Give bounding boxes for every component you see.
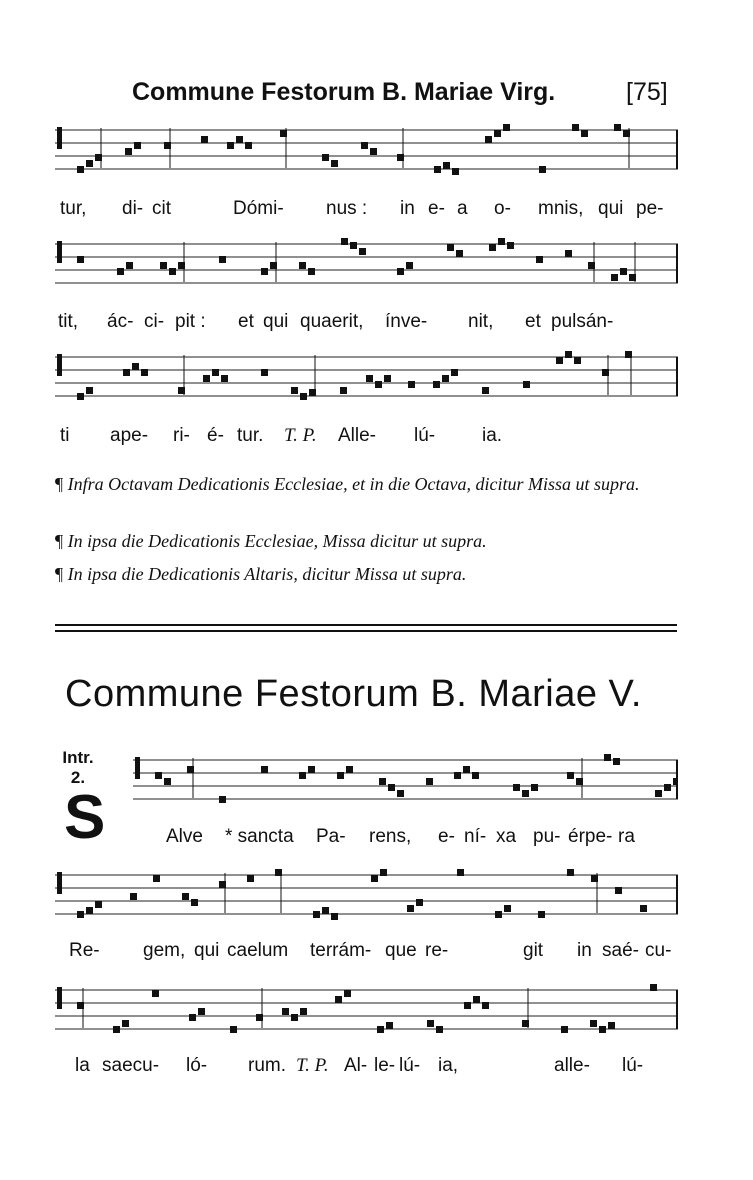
lyric-syllable: rens,	[369, 826, 412, 847]
lyric-syllable: nit,	[468, 311, 494, 332]
lyric-syllable: e-	[438, 826, 455, 847]
neume	[125, 148, 132, 155]
neume	[346, 766, 353, 773]
pilcrow-icon: ¶	[55, 531, 64, 551]
neume	[322, 907, 329, 914]
lyric-syllable: qui	[194, 940, 220, 961]
neume	[155, 772, 162, 779]
staff-graphic	[133, 748, 678, 820]
lyric-syllable: pulsán-	[551, 311, 614, 332]
chant-staff	[133, 748, 678, 820]
neume	[132, 363, 139, 370]
neume	[504, 905, 511, 912]
neume	[313, 911, 320, 918]
neume	[331, 913, 338, 920]
page-number: [75]	[626, 78, 668, 106]
neume	[611, 274, 618, 281]
lyric-syllable: nus :	[326, 198, 368, 219]
neume	[416, 899, 423, 906]
neume	[117, 268, 124, 275]
neume	[561, 1026, 568, 1033]
lyric-syllable: re-	[425, 940, 449, 961]
neume	[531, 784, 538, 791]
clef-mark	[57, 987, 62, 1009]
neume	[673, 778, 678, 785]
lyric-syllable: Al-	[344, 1055, 368, 1076]
neume	[371, 875, 378, 882]
neume	[538, 911, 545, 918]
neume	[379, 778, 386, 785]
lyric-syllable: ia.	[482, 425, 503, 446]
lyric-syllable: quaerit,	[300, 311, 364, 332]
lyric-syllable: caelum	[227, 940, 289, 961]
neume	[261, 268, 268, 275]
neume	[397, 268, 404, 275]
lyric-syllable: ti	[60, 425, 70, 446]
neume	[141, 369, 148, 376]
neume	[443, 162, 450, 169]
section-divider	[55, 624, 677, 626]
neume	[523, 381, 530, 388]
neume	[299, 262, 306, 269]
lyric-syllable: ci-	[144, 311, 165, 332]
lyrics-line	[55, 826, 678, 852]
neume	[201, 136, 208, 143]
lyrics-line	[55, 1055, 678, 1081]
neume	[77, 166, 84, 173]
neume	[565, 250, 572, 257]
lyric-syllable: Re-	[69, 940, 100, 961]
neume	[245, 142, 252, 149]
neume	[230, 1026, 237, 1033]
staff-graphic	[55, 345, 678, 417]
neume	[152, 990, 159, 997]
lyric-syllable: o-	[494, 198, 511, 219]
neume	[614, 124, 621, 131]
neume	[513, 784, 520, 791]
introit-mode: 2.	[70, 768, 86, 787]
clef-mark	[57, 354, 62, 376]
chant-staff	[55, 232, 678, 304]
pilcrow-icon: ¶	[55, 564, 64, 584]
neume	[482, 387, 489, 394]
neume	[77, 393, 84, 400]
lyric-syllable: rum.	[248, 1055, 286, 1076]
neume	[359, 248, 366, 255]
neume	[122, 1020, 129, 1027]
introit-label	[60, 748, 96, 788]
lyric-syllable: ló-	[186, 1055, 208, 1076]
lyric-syllable: gem,	[143, 940, 186, 961]
neume	[522, 790, 529, 797]
lyric-syllable: é-	[207, 425, 224, 446]
neume	[567, 772, 574, 779]
neume	[299, 772, 306, 779]
lyric-syllable: saé-	[602, 940, 639, 961]
lyric-syllable: ape-	[110, 425, 149, 446]
lyric-syllable: Alle-	[338, 425, 377, 446]
lyric-syllable: qui	[263, 311, 289, 332]
neume	[191, 899, 198, 906]
clef-mark	[135, 757, 140, 779]
neume	[130, 893, 137, 900]
neume	[454, 772, 461, 779]
neume	[590, 1020, 597, 1027]
neume	[615, 887, 622, 894]
pilcrow-icon: ¶	[55, 474, 64, 494]
neume	[331, 160, 338, 167]
staff-graphic	[55, 863, 678, 935]
lyric-syllable: ní-	[464, 826, 487, 847]
lyrics-line	[55, 311, 678, 337]
lyric-syllable: Dómi-	[233, 198, 284, 219]
neume	[227, 142, 234, 149]
neume	[361, 142, 368, 149]
clef-mark	[57, 241, 62, 263]
neume	[261, 766, 268, 773]
chant-staff	[55, 118, 678, 190]
neume	[384, 375, 391, 382]
introit-label-text: Intr.	[62, 748, 94, 767]
initial-letter: S	[64, 783, 106, 852]
neume	[169, 268, 176, 275]
neume	[380, 869, 387, 876]
lyric-syllable: ác-	[107, 311, 134, 332]
lyric-syllable: in	[400, 198, 415, 219]
lyric-syllable: mnis,	[538, 198, 584, 219]
neume	[291, 387, 298, 394]
lyric-syllable: T. P.	[296, 1055, 329, 1076]
neume	[613, 758, 620, 765]
neume	[442, 375, 449, 382]
lyric-syllable: in	[577, 940, 592, 961]
neume	[463, 766, 470, 773]
lyric-syllable: que	[385, 940, 417, 961]
clef-mark	[57, 127, 62, 149]
neume	[160, 262, 167, 269]
lyric-syllable: lú-	[399, 1055, 421, 1076]
section-divider	[55, 630, 677, 632]
lyrics-line	[55, 198, 678, 224]
lyric-syllable: tur,	[60, 198, 87, 219]
lyric-syllable: pe-	[636, 198, 664, 219]
clef-mark	[57, 872, 62, 894]
neume	[452, 168, 459, 175]
neume	[407, 905, 414, 912]
neume	[221, 375, 228, 382]
lyric-syllable: saecu-	[102, 1055, 160, 1076]
lyric-syllable: ra	[618, 826, 635, 847]
neume	[182, 893, 189, 900]
neume	[494, 130, 501, 137]
lyric-syllable: terrám-	[310, 940, 372, 961]
neume	[212, 369, 219, 376]
lyric-syllable: a	[457, 198, 468, 219]
neume	[650, 984, 657, 991]
neume	[495, 911, 502, 918]
neume	[473, 996, 480, 1003]
neume	[640, 905, 647, 912]
neume	[335, 996, 342, 1003]
neume	[261, 369, 268, 376]
staff-graphic	[55, 978, 678, 1050]
lyric-syllable: pu-	[533, 826, 561, 847]
neume	[219, 796, 226, 803]
neume	[203, 375, 210, 382]
neume	[322, 154, 329, 161]
lyric-syllable: T. P.	[284, 425, 317, 446]
neume	[427, 1020, 434, 1027]
neume	[572, 124, 579, 131]
neume	[300, 1008, 307, 1015]
neume	[498, 238, 505, 245]
chant-staff	[55, 345, 678, 417]
neume	[464, 1002, 471, 1009]
lyric-syllable: di-	[122, 198, 144, 219]
lyrics-line	[55, 940, 678, 966]
neume	[426, 778, 433, 785]
neume	[236, 136, 243, 143]
neume	[95, 901, 102, 908]
staff-graphic	[55, 232, 678, 304]
rubric-text: Infra Octavam Dedicationis Ecclesiae, et in die Octava, dicitur Missa ut supra.	[67, 474, 640, 494]
neume	[655, 790, 662, 797]
running-header-title: Commune Festorum B. Mariae Virg.	[132, 78, 556, 106]
neume	[337, 772, 344, 779]
neume	[507, 242, 514, 249]
chant-staff	[55, 863, 678, 935]
neume	[433, 381, 440, 388]
rubric-note	[55, 563, 690, 586]
neume	[134, 142, 141, 149]
neume	[86, 387, 93, 394]
neume	[620, 268, 627, 275]
rubric-text: In ipsa die Dedicationis Ecclesiae, Missa dicitur ut supra.	[67, 531, 487, 551]
neume	[456, 250, 463, 257]
neume	[308, 766, 315, 773]
lyric-syllable: alle-	[554, 1055, 590, 1076]
neume	[447, 244, 454, 251]
lyric-syllable: cit	[152, 198, 171, 219]
neume	[388, 784, 395, 791]
neume	[86, 907, 93, 914]
lyric-syllable: git	[523, 940, 544, 961]
lyric-syllable: Pa-	[316, 826, 346, 847]
lyric-syllable: tur.	[237, 425, 264, 446]
neume	[386, 1022, 393, 1029]
neume	[282, 1008, 289, 1015]
neume	[536, 256, 543, 263]
neume	[485, 136, 492, 143]
lyric-syllable: lú-	[414, 425, 436, 446]
neume	[556, 357, 563, 364]
lyric-syllable: e-	[428, 198, 445, 219]
neume	[340, 387, 347, 394]
neume	[664, 784, 671, 791]
neume	[77, 911, 84, 918]
rubric-text: In ipsa die Dedicationis Altaris, dicitur Missa ut supra.	[67, 564, 467, 584]
lyric-syllable: cu-	[645, 940, 672, 961]
neume	[219, 256, 226, 263]
lyric-syllable: Alve	[166, 826, 203, 847]
neume	[565, 351, 572, 358]
neume	[126, 262, 133, 269]
neume	[189, 1014, 196, 1021]
lyric-syllable: lú-	[622, 1055, 644, 1076]
neume	[472, 772, 479, 779]
lyric-syllable: qui	[598, 198, 624, 219]
neume	[153, 875, 160, 882]
lyric-syllable: et	[238, 311, 254, 332]
rubric-note	[55, 473, 690, 496]
neume	[77, 256, 84, 263]
rubric-note	[55, 530, 690, 553]
lyric-syllable: tit,	[58, 311, 79, 332]
neume	[406, 262, 413, 269]
neume	[457, 869, 464, 876]
lyric-syllable: et	[525, 311, 541, 332]
neume	[489, 244, 496, 251]
lyric-syllable: ri-	[173, 425, 190, 446]
neume	[198, 1008, 205, 1015]
neume	[377, 1026, 384, 1033]
lyric-syllable: * sancta	[225, 826, 294, 847]
lyric-syllable: ínve-	[385, 311, 428, 332]
neume	[375, 381, 382, 388]
neume	[567, 869, 574, 876]
neume	[164, 778, 171, 785]
lyrics-line	[55, 425, 678, 451]
neume	[599, 1026, 606, 1033]
neume	[300, 393, 307, 400]
neume	[397, 790, 404, 797]
neume	[581, 130, 588, 137]
chant-staff	[55, 978, 678, 1050]
neume	[366, 375, 373, 382]
neume	[308, 268, 315, 275]
neume	[344, 990, 351, 997]
neume	[247, 875, 254, 882]
neume	[604, 754, 611, 761]
lyric-syllable: la	[75, 1055, 90, 1076]
lyric-syllable: ia,	[438, 1055, 459, 1076]
neume	[370, 148, 377, 155]
neume	[434, 166, 441, 173]
neume	[341, 238, 348, 245]
neume	[350, 242, 357, 249]
neume	[436, 1026, 443, 1033]
neume	[291, 1014, 298, 1021]
neume	[574, 357, 581, 364]
lyric-syllable: le-	[374, 1055, 396, 1076]
neume	[608, 1022, 615, 1029]
neume	[503, 124, 510, 131]
staff-graphic	[55, 118, 678, 190]
neume	[123, 369, 130, 376]
lyric-syllable: pit :	[175, 311, 206, 332]
neume	[113, 1026, 120, 1033]
lyric-syllable: érpe-	[568, 826, 613, 847]
section-title: Commune Festorum B. Mariae V.	[65, 673, 642, 715]
neume	[539, 166, 546, 173]
neume	[408, 381, 415, 388]
neume	[482, 1002, 489, 1009]
neume	[451, 369, 458, 376]
lyric-syllable: xa	[496, 826, 517, 847]
neume	[86, 160, 93, 167]
